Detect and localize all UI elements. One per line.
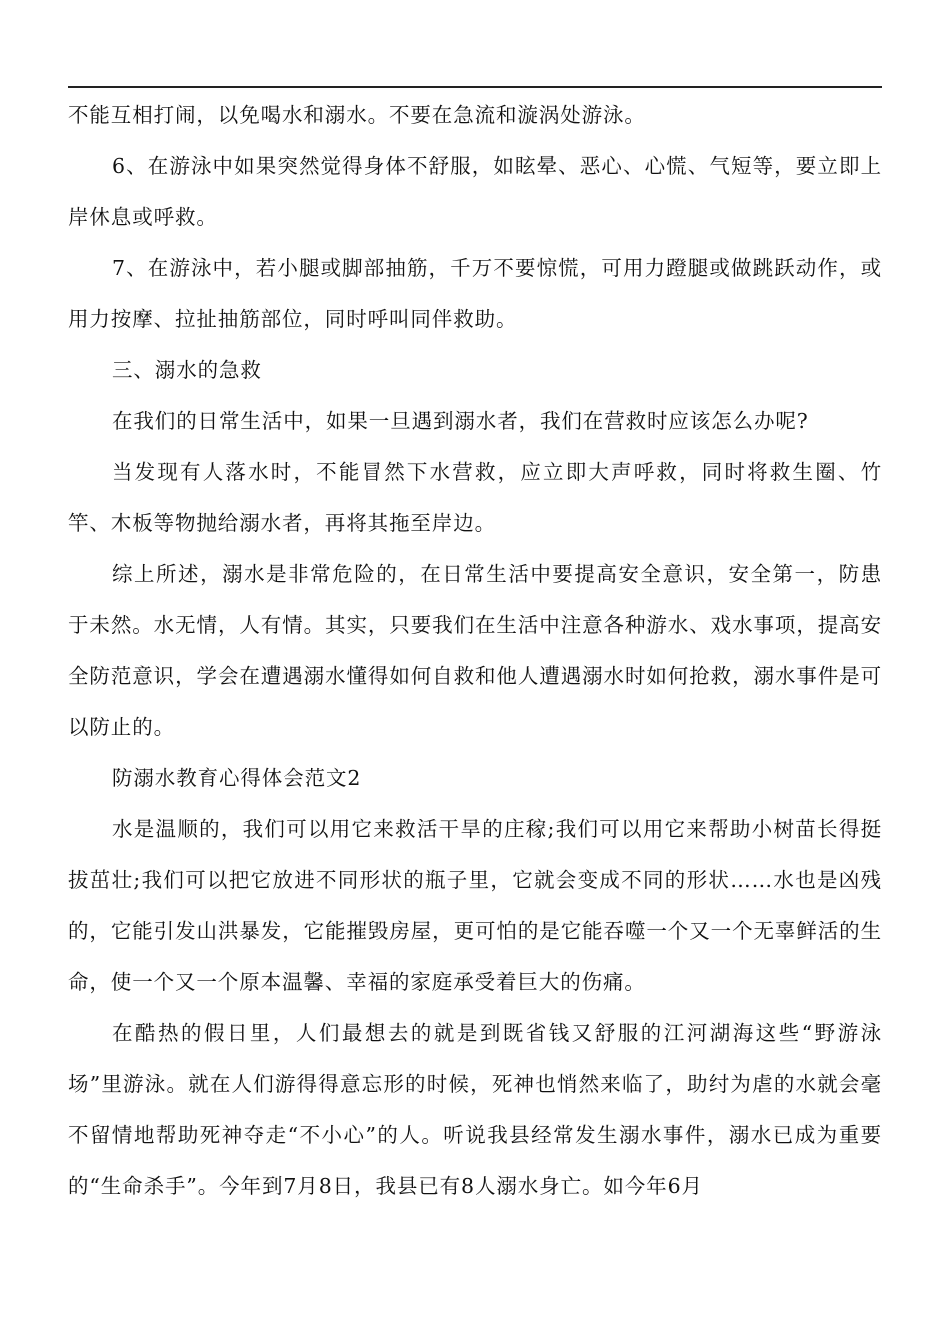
paragraph-3: 7、在游泳中，若小腿或脚部抽筋，千万不要惊慌，可用力蹬腿或做跳跃动作，或用力按摩、拉扯抽筋部位，同时呼叫同伴救助。 xyxy=(68,256,882,331)
paragraph-6: 当发现有人落水时，不能冒然下水营救，应立即大声呼救，同时将救生圈、竹竿、木板等物抛给溺水者，再将其拖至岸边。 xyxy=(68,460,882,535)
section-heading-rescue: 三、溺水的急救 xyxy=(112,358,262,382)
document-body xyxy=(68,90,882,1212)
paragraph-9: 水是温顺的，我们可以用它来救活干旱的庄稼;我们可以用它来帮助小树苗长得挺拔茁壮;我们可以把它放进不同形状的瓶子里，它就会变成不同的形状……水也是凶残的，它能引发山洪暴发，它能摧毁房屋，更可怕的是它能吞噬一个又一个无辜鲜活的生命，使一个又一个原本温馨、幸福的家庭承受着巨大的伤痛。 xyxy=(68,817,882,994)
essay-title-2: 防溺水教育心得体会范文2 xyxy=(112,766,362,790)
paragraph-7: 综上所述，溺水是非常危险的，在日常生活中要提高安全意识，安全第一，防患于未然。水无情，人有情。其实，只要我们在生活中注意各种游水、戏水事项，提高安全防范意识，学会在遭遇溺水懂得如何自救和他人遭遇溺水时如何抢救，溺水事件是可以防止的。 xyxy=(68,562,882,739)
header-rule xyxy=(68,86,882,88)
paragraph-10: 在酷热的假日里，人们最想去的就是到既省钱又舒服的江河湖海这些“野游泳场”里游泳。就在人们游得得意忘形的时候，死神也悄然来临了，助纣为虐的水就会毫不留情地帮助死神夺走“不小心”的人。听说我县经常发生溺水事件，溺水已成为重要的“生命杀手”。今年到7月8日，我县已有8人溺水身亡。如今年6月 xyxy=(68,1021,882,1198)
paragraph-2: 6、在游泳中如果突然觉得身体不舒服，如眩晕、恶心、心慌、气短等，要立即上岸休息或呼救。 xyxy=(68,154,882,229)
paragraph-1: 不能互相打闹，以免喝水和溺水。不要在急流和漩涡处游泳。 xyxy=(68,103,646,127)
paragraph-5: 在我们的日常生活中，如果一旦遇到溺水者，我们在营救时应该怎么办呢? xyxy=(112,409,809,433)
